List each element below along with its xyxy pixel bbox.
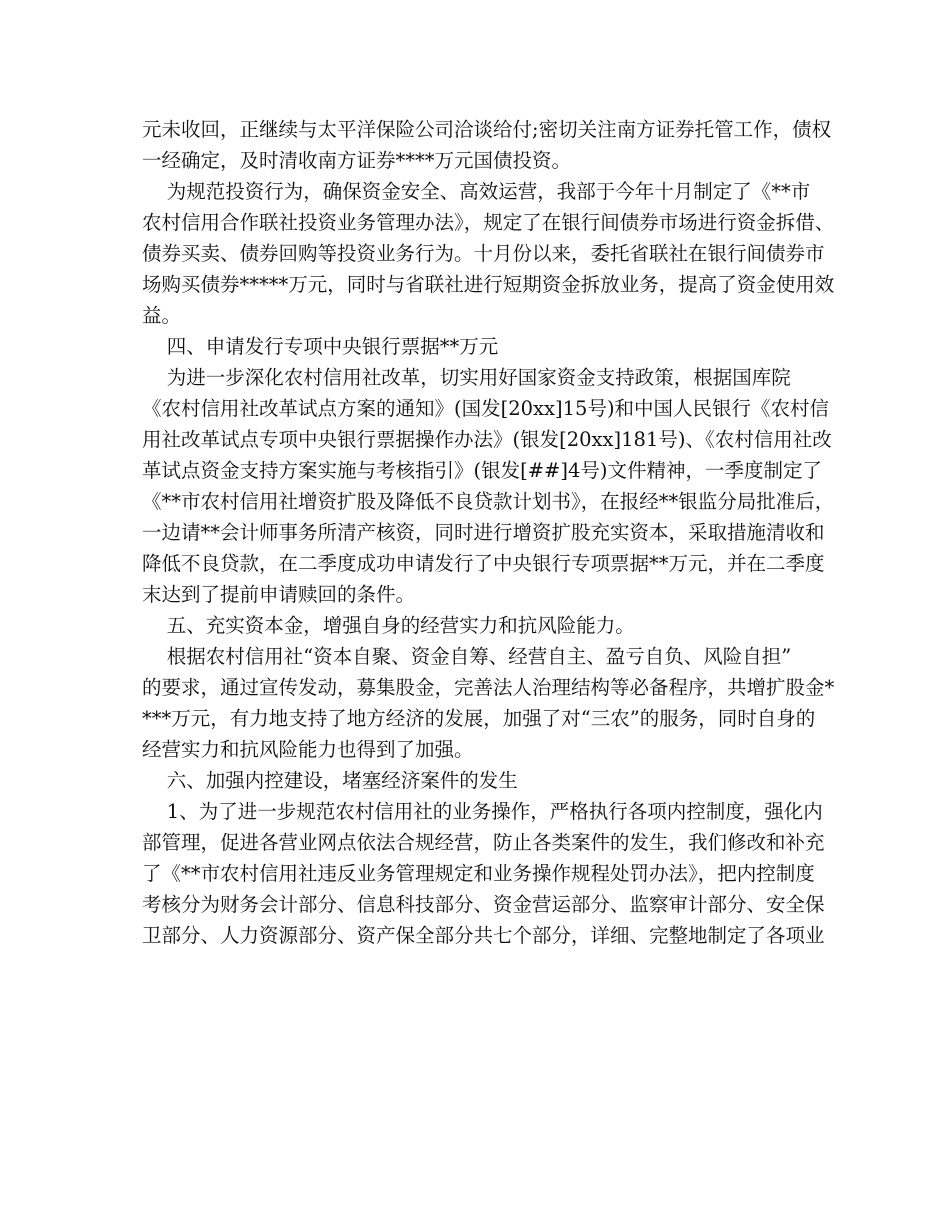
text-line: 革试点资金支持方案实施与考核指引》(银发[##]4号)文件精神，一季度制定了 [142,459,823,482]
text-line: 了《**市农村信用社违反业务管理规定和业务操作规程处罚办法》，把内控制度 [142,862,815,885]
section-heading: 六、加强内控建设，堵塞经济案件的发生 [142,769,518,792]
text-line: 债券买卖、债券回购等投资业务行为。十月份以来，委托省联社在银行间债券市 [142,242,825,265]
text-line: 的要求，通过宣传发动，募集股金，完善法人治理结构等必备程序，共增扩股金* [142,676,835,699]
text-line: 《**市农村信用社增资扩股及降低不良贷款计划书》，在报经**银监分局批准后， [142,490,835,513]
text-line: 元未收回，正继续与太平洋保险公司洽谈给付;密切关注南方证券托管工作，债权 [142,118,832,141]
text-line: ***万元，有力地支持了地方经济的发展，加强了对“三农”的服务，同时自身的 [142,707,816,730]
section-heading: 五、充实资本金，增强自身的经营实力和抗风险能力。 [142,614,635,637]
text-line: 部管理，促进各营业网点依法合规经营，防止各类案件的发生，我们修改和补充 [142,831,825,854]
text-line: 一边请**会计师事务所清产核资，同时进行增资扩股充实资本，采取措施清收和 [142,521,825,544]
text-line: 降低不良贷款，在二季度成功申请发行了中央银行专项票据**万元，并在二季度 [142,552,825,575]
text-line: 经营实力和抗风险能力也得到了加强。 [142,738,474,761]
text-line: 为进一步深化农村信用社改革，切实用好国家资金支持政策，根据国库院 [142,366,791,389]
text-line: 《农村信用社改革试点方案的通知》(国发[20xx]15号)和中国人民银行《农村信 [142,397,830,420]
text-line: 用社改革试点专项中央银行票据操作办法》(银发[20xx]181号)、《农村信用社改 [142,428,832,451]
text-line: 一经确定，及时清收南方证券****万元国债投资。 [142,149,572,172]
document-body [142,114,835,951]
text-line: 为规范投资行为，确保资金安全、高效运营，我部于今年十月制定了《**市 [142,180,811,203]
text-line: 卫部分、人力资源部分、资产保全部分共七个部分，详细、完整地制定了各项业 [142,924,825,947]
text-line: 根据农村信用社“资本自聚、资金自筹、经营自主、盈亏自负、风险自担” [142,645,792,668]
text-line: 末达到了提前申请赎回的条件。 [142,583,416,606]
text-line: 场购买债券*****万元，同时与省联社进行短期资金拆放业务，提高了资金使用效 [142,273,835,296]
text-line: 农村信用合作联社投资业务管理办法》，规定了在银行间债券市场进行资金拆借、 [142,211,835,234]
text-line: 考核分为财务会计部分、信息科技部分、资金营运部分、监察审计部分、安全保 [142,893,825,916]
text-line: 1、为了进一步规范农村信用社的业务操作，严格执行各项内控制度，强化内 [142,800,823,823]
section-heading: 四、申请发行专项中央银行票据**万元 [142,335,499,358]
text-line: 益。 [142,304,182,327]
